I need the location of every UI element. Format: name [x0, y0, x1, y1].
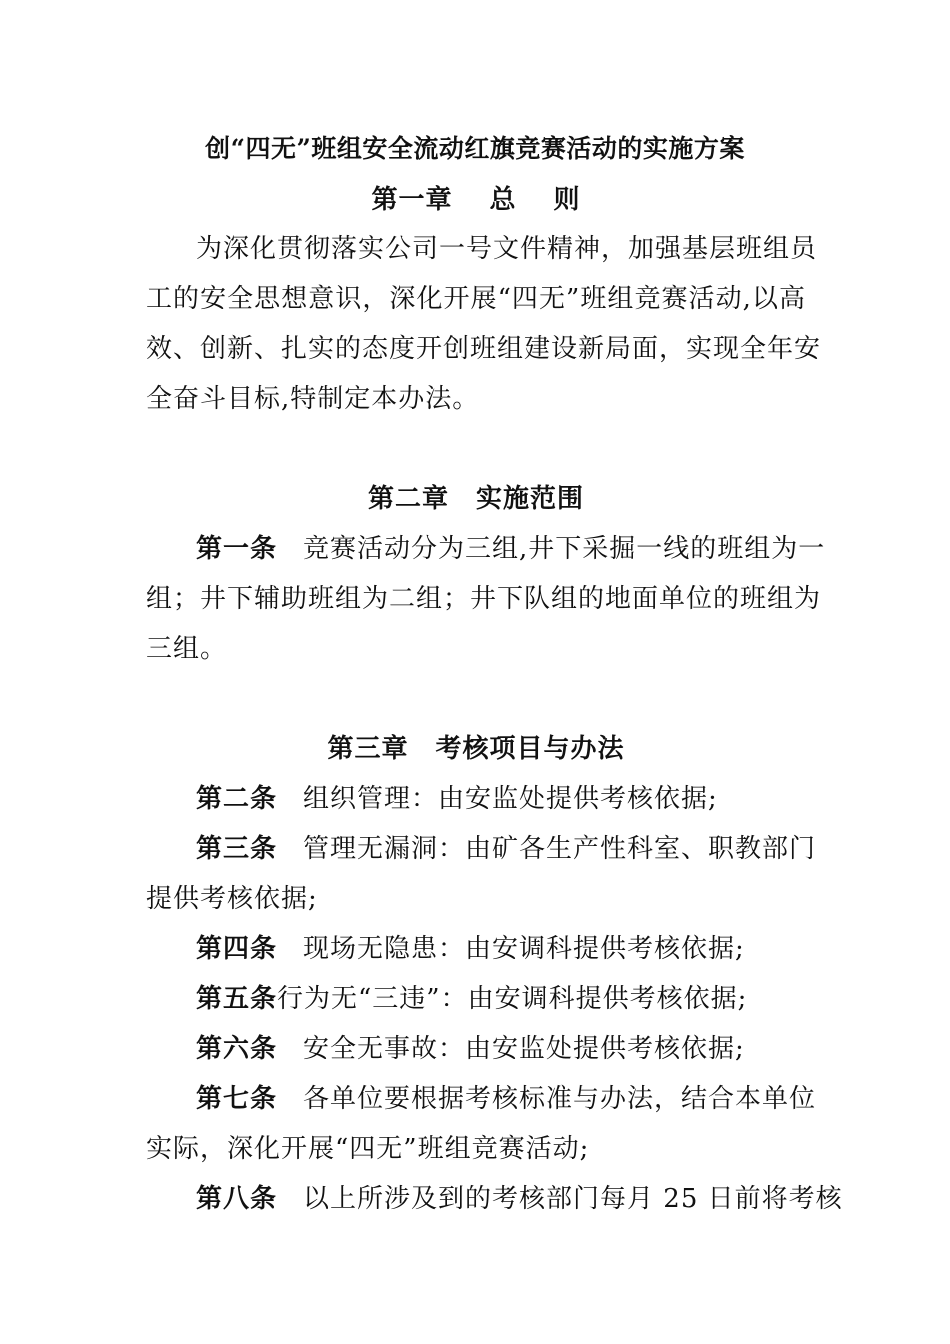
article-8-label: 第八条 — [196, 1184, 278, 1214]
chapter-1-paragraph-line-2: 工的安全思想意识，深化开展“四无”班组竞赛活动,以高 — [146, 284, 806, 314]
article-2-text: 组织管理：由安监处提供考核依据; — [303, 784, 718, 814]
chapter-1-paragraph-line-3: 效、创新、扎实的态度开创班组建设新局面，实现全年安 — [146, 334, 822, 364]
article-3-line-1 — [196, 832, 817, 866]
article-1-line-1 — [196, 532, 826, 566]
article-7-line-1 — [196, 1082, 817, 1116]
chapter-3-heading: 第三章 考核项目与办法 — [327, 734, 625, 764]
chapter-1-paragraph-line-4: 全奋斗目标,特制定本办法。 — [146, 384, 480, 414]
article-8-text: 以上所涉及到的考核部门每月 25 日前将考核 — [303, 1184, 843, 1214]
article-6-text: 安全无事故：由安监处提供考核依据; — [303, 1034, 745, 1064]
article-6 — [196, 1032, 806, 1066]
chapter-1-heading: 第一章 总 则 — [371, 185, 581, 215]
article-1-label: 第一条 — [196, 534, 278, 564]
article-7-line-2: 实际，深化开展“四无”班组竞赛活动; — [146, 1134, 590, 1164]
article-3-label: 第三条 — [196, 834, 278, 864]
article-5-label: 第五条 — [196, 984, 278, 1014]
article-7-label: 第七条 — [196, 1084, 278, 1114]
article-1-line-2: 组；井下辅助班组为二组；井下队组的地面单位的班组为 — [146, 584, 822, 614]
article-2-label: 第二条 — [196, 784, 278, 814]
article-5-text: 行为无“三违”：由安调科提供考核依据; — [277, 984, 748, 1014]
article-5 — [196, 982, 806, 1016]
article-3-line-2: 提供考核依据; — [146, 884, 318, 914]
article-4-label: 第四条 — [196, 934, 278, 964]
chapter-1-paragraph-line-1: 为深化贯彻落实公司一号文件精神，加强基层班组员 — [196, 234, 818, 264]
article-8 — [196, 1182, 843, 1216]
article-1-line-3: 三组。 — [146, 634, 228, 664]
document-title: 创“四无”班组安全流动红旗竞赛活动的实施方案 — [205, 134, 745, 163]
article-3-text-1: 管理无漏洞：由矿各生产性科室、职教部门 — [303, 834, 817, 864]
article-1-text-1: 竞赛活动分为三组,井下采掘一线的班组为一 — [303, 534, 826, 564]
article-2 — [196, 782, 806, 816]
article-7-text-1: 各单位要根据考核标准与办法，结合本单位 — [303, 1084, 817, 1114]
article-4-text: 现场无隐患：由安调科提供考核依据; — [303, 934, 745, 964]
chapter-2-heading: 第二章 实施范围 — [367, 484, 584, 514]
article-6-label: 第六条 — [196, 1034, 278, 1064]
article-4 — [196, 932, 806, 966]
